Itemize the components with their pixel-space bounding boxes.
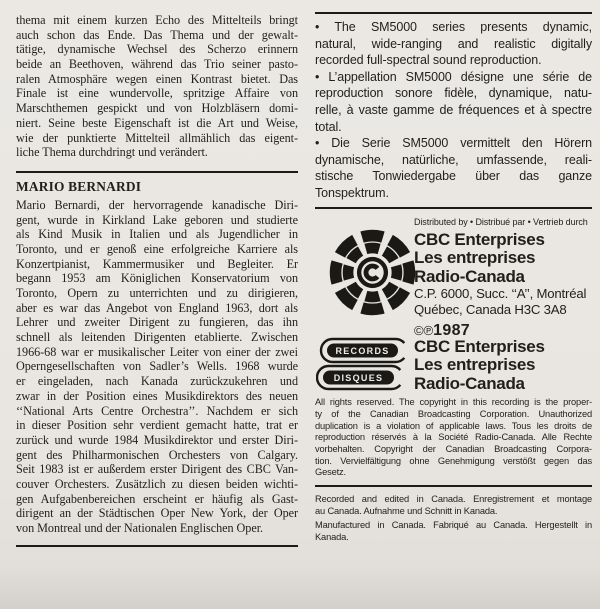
text-line: begann 1953 am Königlichen Konservatorium von bbox=[16, 271, 298, 286]
text-line: beide an Beethoven, während das Trio seiner pasto- bbox=[16, 57, 298, 72]
distributed-by-line: Distributed by • Distribué par • Vertrieb durch bbox=[414, 216, 588, 227]
records-badges-cell bbox=[315, 323, 414, 394]
rights-paragraph bbox=[315, 397, 592, 479]
cbc-gem-logo-icon bbox=[328, 228, 417, 317]
disques-badge bbox=[317, 366, 403, 389]
records-badge bbox=[321, 339, 407, 362]
text-line: thema mit einem kurzen Echo des Mittelteils bringt bbox=[16, 13, 298, 27]
bernardi-heading: MARIO BERNARDI bbox=[16, 178, 142, 194]
text-line: Manufactured in Canada. Fabriqué au Canada. Hergestellt in bbox=[315, 520, 592, 531]
text-line: Gesetz. bbox=[315, 467, 346, 478]
text-line: gent des Philharmonischen Orchesters von Calgary. bbox=[16, 447, 298, 462]
text-line: tätige, dynamische Wechsel des Scherzo erinnern bbox=[16, 42, 298, 57]
distributor-address bbox=[414, 286, 592, 319]
text-line: dirigent an der Städtischen Oper New York, der Oper bbox=[16, 506, 298, 521]
text-line: er eingeladen, nach Kanada zurückzukehren und bbox=[16, 374, 298, 389]
distributor-text bbox=[414, 217, 592, 319]
right-bottom-rule bbox=[315, 485, 592, 487]
text-line: in dieser Position sehr verdient gemacht hatte, trat er bbox=[16, 418, 298, 433]
text-line: ‘‘National Arts Centre Orchestra’’. Nachdem er sich bbox=[16, 403, 298, 418]
left-top-rule bbox=[16, 171, 298, 173]
recorded-in-canada-paragraph bbox=[315, 494, 592, 517]
text-line: total. bbox=[315, 119, 342, 134]
text-line: Operngesellschaften von Sadler’s Wells. 1968 wurde bbox=[16, 359, 298, 374]
text-line: couver Orchesters. Zusätzlich zu diesen beiden wichti- bbox=[16, 476, 298, 491]
copyright-block bbox=[315, 323, 592, 394]
copyright-text bbox=[414, 323, 592, 394]
distributor-block bbox=[315, 217, 592, 319]
text-line: Radio-Canada bbox=[414, 266, 525, 286]
records-disques-badge-icon bbox=[316, 337, 409, 391]
text-line: wie der punktierte Mittelteil allmählich das eigent- bbox=[16, 130, 298, 145]
sm5000-bullet-de bbox=[315, 135, 592, 201]
text-line: zurück und wurde 1984 Musikdirektor und erster Diri- bbox=[16, 432, 298, 447]
text-line: reproduction réservés à la Société Radio-Canada. Alle Rechte bbox=[315, 432, 592, 443]
text-line: ralen Atmosphäre wegen einen Kontrast bietet. Das bbox=[16, 71, 298, 86]
text-line: Toronto, und er genoß eine erfolgreiche Karriere als bbox=[16, 241, 298, 256]
text-line: Konzertpianist, Kammermusiker und Begleiter. Er bbox=[16, 256, 298, 271]
text-line: Lehrer und zweiter Dirigent zu fungieren, das ihn bbox=[16, 315, 298, 330]
text-line: natural, wide-ranging and realistic digitally bbox=[315, 36, 592, 51]
text-line: niert. Seine beste Eigenschaft ist die Art und Weise, bbox=[16, 115, 298, 130]
text-line: CBC Enterprises bbox=[414, 336, 545, 356]
text-line: Québec, Canada H3C 3A8 bbox=[414, 302, 567, 318]
right-top-rule bbox=[315, 12, 592, 14]
text-line: recorded full-spectral sound reproduction. bbox=[315, 53, 542, 68]
copyright-phonogram-symbols: ©℗ bbox=[414, 322, 434, 338]
text-line: gen Aufgabenbereichen erscheint er häufig als Gast- bbox=[16, 491, 298, 506]
text-line: von Montreal und der Nationalen Englischen Oper. bbox=[16, 521, 264, 535]
text-line: reproduction sonore fidèle, dynamique, natu- bbox=[315, 86, 592, 101]
text-line: liche Thema durchdringt und verändert. bbox=[16, 145, 208, 160]
bernardi-bio-paragraph bbox=[16, 198, 298, 536]
text-line: dynamische, natürliche, umfassende, reali- bbox=[315, 152, 592, 167]
right-column bbox=[315, 12, 592, 544]
svg-text:RECORDS: RECORDS bbox=[335, 345, 390, 356]
text-line: stische Tonwiedergabe über das ganze bbox=[315, 169, 592, 184]
text-line: zwar in der Position eines Musikdirektors des neuen bbox=[16, 388, 298, 403]
svg-text:DISQUES: DISQUES bbox=[333, 372, 384, 383]
text-line: Les entreprises bbox=[414, 248, 536, 268]
text-line: Tonspektrum. bbox=[315, 185, 389, 200]
text-line: Seit 1983 ist er außerdem erster Dirigent des CBC Van- bbox=[16, 462, 298, 477]
text-line: ty of the Canadian Broadcasting Corporation. Unauthorized bbox=[315, 408, 592, 419]
text-line: gent, wurde in Kirkland Lake geboren und studierte bbox=[16, 212, 298, 227]
text-line: Recorded and edited in Canada. Enregistrement et montage bbox=[315, 494, 592, 505]
manufactured-in-canada-paragraph bbox=[315, 520, 592, 543]
text-line: Finale ist eine wundervolle, spritzige Affaire von bbox=[16, 86, 298, 101]
text-line: relle, à vaste gamme de fréquences et à spectre bbox=[315, 102, 592, 117]
text-line: CBC Enterprises bbox=[414, 229, 545, 249]
sm5000-bullet-en bbox=[315, 19, 592, 69]
text-line: duplication is a violation of applicable laws. Tous les droits de bbox=[315, 420, 592, 431]
text-line: Toronto, Opern zu unterrichten und zu dirigieren, bbox=[16, 286, 298, 300]
text-line: tion. Vervielfältigung ohne Genehmigung verstößt gegen das bbox=[315, 455, 592, 466]
text-line: • L’appellation SM5000 désigne une série de bbox=[315, 69, 592, 84]
text-line: Mario Bernardi, der hervorragende kanadische Diri- bbox=[16, 197, 298, 212]
sm5000-bullet-fr bbox=[315, 69, 592, 135]
text-line: 1966-68 war er musikalischer Leiter von einer der zwei bbox=[16, 344, 298, 359]
copyright-name bbox=[414, 338, 592, 394]
scherzo-paragraph bbox=[16, 13, 298, 160]
copyright-year: 1987 bbox=[433, 321, 470, 339]
text-line: schnell als leitenden Dirigenten etablierte. Zwischen bbox=[16, 330, 298, 345]
text-line: Les entreprises bbox=[414, 355, 536, 375]
left-column bbox=[16, 13, 298, 547]
text-line: vorbehalten. Copyright der Canadian Broadcasting Corpora- bbox=[315, 443, 592, 454]
distributor-name bbox=[414, 231, 592, 287]
text-line: • Die Serie SM5000 vermittelt den Hörern bbox=[315, 136, 592, 151]
text-line: C.P. 6000, Succ. ‘‘A’’, Montréal bbox=[414, 286, 587, 302]
left-bottom-rule bbox=[16, 545, 298, 547]
text-line: au Canada. Aufnahme und Schnitt in Kanada. bbox=[315, 505, 498, 516]
cbc-logo-cell bbox=[315, 217, 414, 319]
copyright-year-line bbox=[414, 323, 592, 338]
text-line: Marschthemen gespickt und von Holzbläsern domi- bbox=[16, 101, 298, 116]
text-line: Kanada. bbox=[315, 532, 349, 543]
text-line: aber es war das Angebot von England 1963, dort als bbox=[16, 300, 298, 315]
text-line: All rights reserved. The copyright in this recording is the proper- bbox=[315, 397, 592, 408]
text-line: auch schon das Ende. Das Thema und der gewalt- bbox=[16, 27, 298, 42]
text-line: Radio-Canada bbox=[414, 373, 525, 393]
right-mid-rule bbox=[315, 207, 592, 209]
text-line: als Kind Musik in Italien und als Jugendlicher in bbox=[16, 227, 298, 242]
text-line: • The SM5000 series presents dynamic, bbox=[315, 20, 592, 34]
